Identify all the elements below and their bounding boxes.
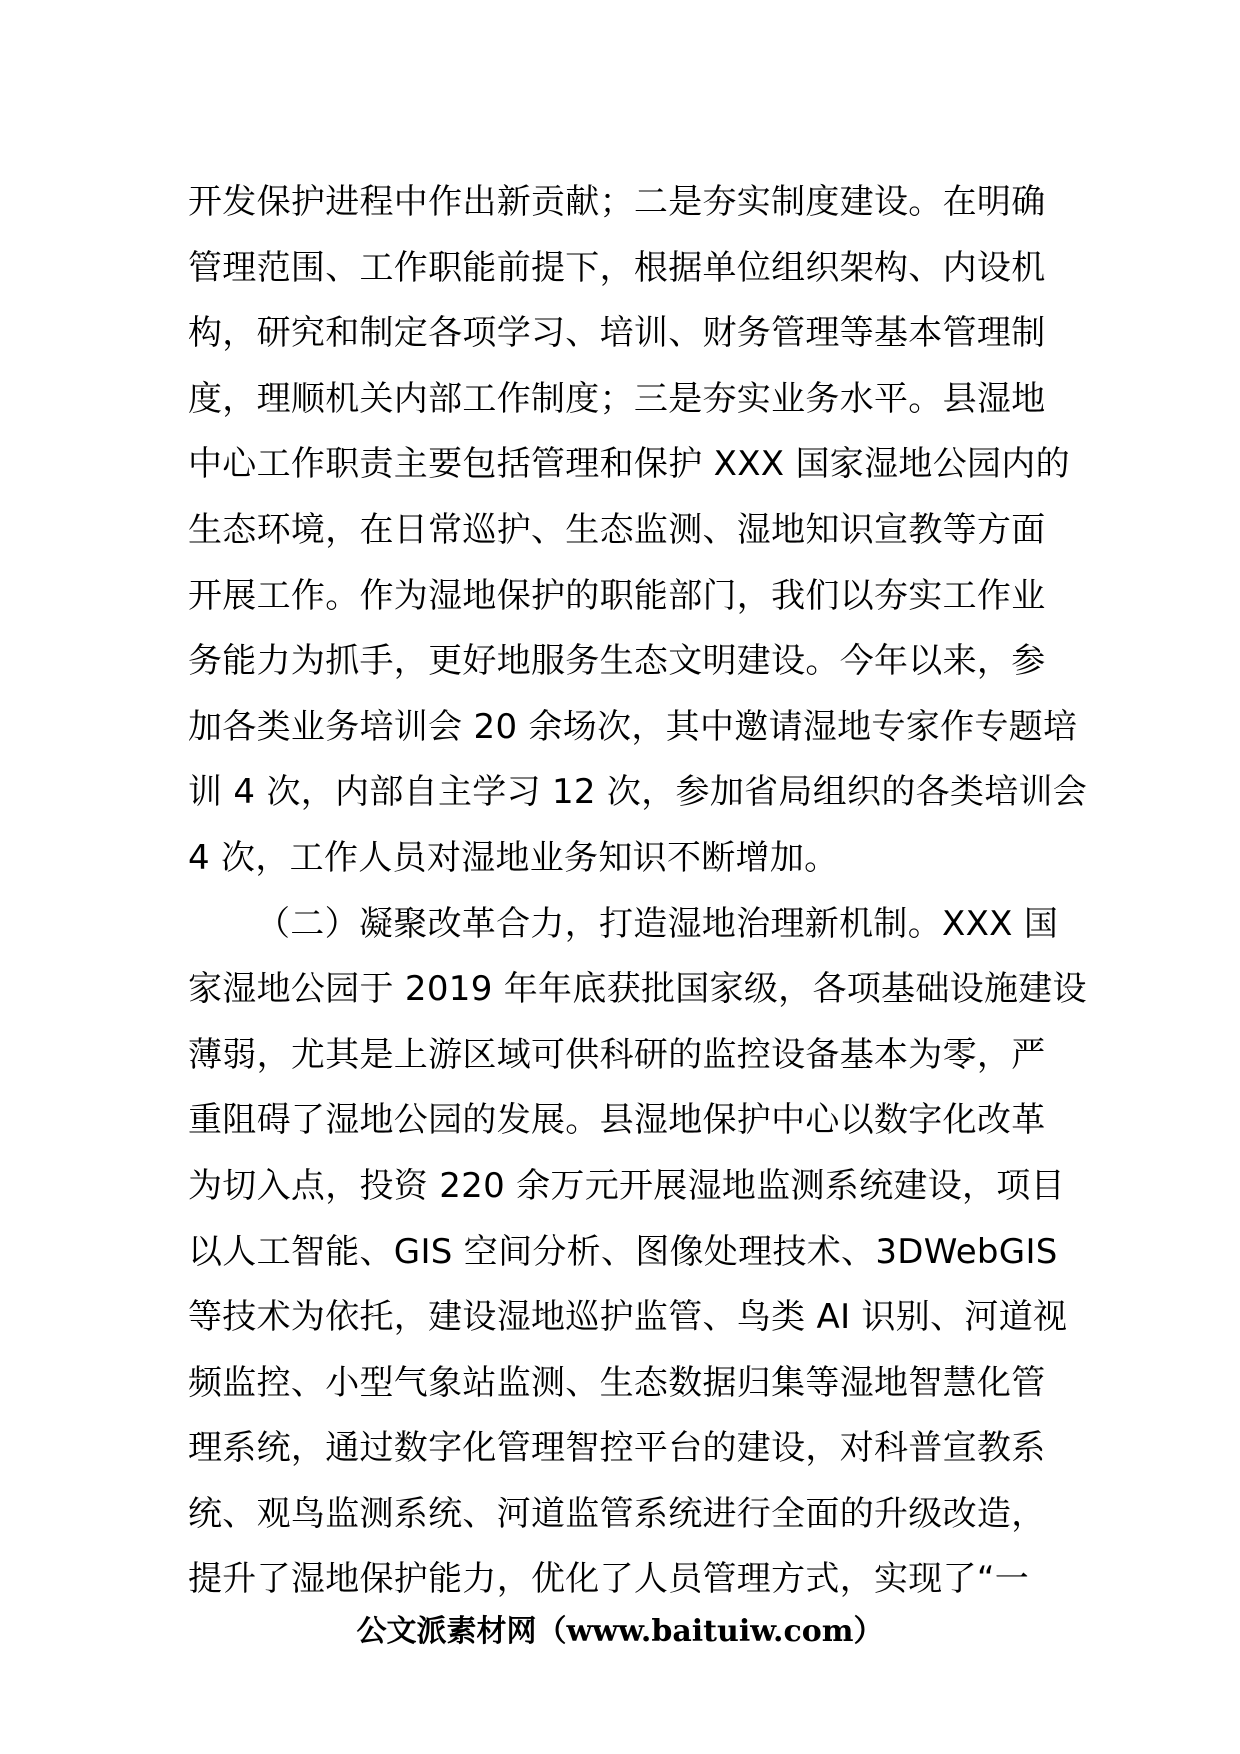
text-line: 统、观鸟监测系统、河道监管系统进行全面的升级改造， (188, 1493, 1046, 1534)
text-line: 中心工作职责主要包括管理和保护 XXX 国家湿地公园内的 (188, 444, 1070, 485)
text-line: 重阻碍了湿地公园的发展。县湿地保护中心以数字化改革 (188, 1100, 1046, 1141)
text-line: 理系统，通过数字化管理智控平台的建设，对科普宣教系 (188, 1428, 1046, 1469)
text-line: 训 4 次，内部自主学习 12 次，参加省局组织的各类培训会 (188, 772, 1088, 813)
text-line: 4 次，工作人员对湿地业务知识不断增加。 (188, 837, 839, 878)
text-line: 以人工智能、GIS 空间分析、图像处理技术、3DWebGIS (188, 1231, 1058, 1272)
text-line: 加各类业务培训会 20 余场次，其中邀请湿地专家作专题培 (188, 706, 1078, 747)
text-line: 为切入点，投资 220 余万元开展湿地监测系统建设，项目 (188, 1165, 1065, 1206)
text-line: 薄弱，尤其是上游区域可供科研的监控设备基本为零，严 (188, 1034, 1046, 1075)
section-heading-line: （二）凝聚改革合力，打造湿地治理新机制。XXX 国 (256, 903, 1059, 944)
document-body (188, 170, 1088, 1613)
text-line: 提升了湿地保护能力，优化了人员管理方式，实现了“一 (188, 1559, 1030, 1600)
footer-watermark: 公文派素材网（www.baituiw.com） (356, 1614, 884, 1649)
text-line: 务能力为抓手，更好地服务生态文明建设。今年以来，参 (188, 641, 1046, 682)
text-line: 构，研究和制定各项学习、培训、财务管理等基本管理制 (188, 313, 1046, 354)
text-line: 频监控、小型气象站监测、生态数据归集等湿地智慧化管 (188, 1362, 1046, 1403)
text-line: 度，理顺机关内部工作制度；三是夯实业务水平。县湿地 (188, 378, 1046, 419)
text-line: 管理范围、工作职能前提下，根据单位组织架构、内设机 (188, 247, 1046, 288)
text-line: 等技术为依托，建设湿地巡护监管、鸟类 AI 识别、河道视 (188, 1297, 1068, 1338)
text-line: 家湿地公园于 2019 年年底获批国家级，各项基础设施建设 (188, 969, 1087, 1010)
text-line: 开发保护进程中作出新贡献；二是夯实制度建设。在明确 (188, 182, 1046, 222)
text-line: 生态环境，在日常巡护、生态监测、湿地知识宣教等方面 (188, 509, 1046, 550)
text-line: 开展工作。作为湿地保护的职能部门，我们以夯实工作业 (188, 575, 1046, 616)
